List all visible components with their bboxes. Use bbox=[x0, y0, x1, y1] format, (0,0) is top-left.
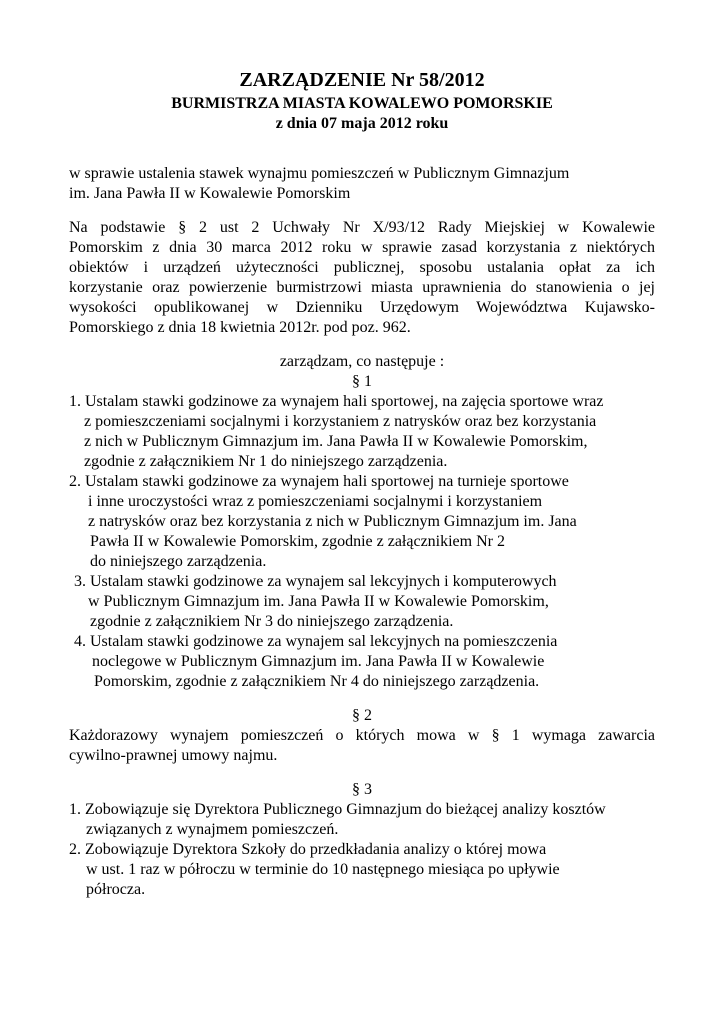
section-1-line: w Publicznym Gimnazjum im. Jana Pawła II w Kowalewie Pomorskim, bbox=[88, 593, 549, 610]
document-title: ZARZĄDZENIE Nr 58/2012 bbox=[239, 69, 485, 91]
basis-line: Pomorskiego z dnia 18 kwietnia 2012r. pod poz. 962. bbox=[69, 319, 411, 336]
section-1-line: 3. Ustalam stawki godzinowe za wynajem sal lekcyjnych i komputerowych bbox=[74, 573, 557, 590]
section-1-line: zgodnie z załącznikiem Nr 3 do niniejszego zarządzenia. bbox=[90, 613, 454, 630]
subject-line: w sprawie ustalenia stawek wynajmu pomieszczeń w Publicznym Gimnazjum bbox=[69, 165, 570, 182]
section-1-line: noclegowe w Publicznym Gimnazjum im. Jana Pawła II w Kowalewie bbox=[92, 653, 545, 670]
section-1-heading: § 1 bbox=[352, 373, 372, 390]
basis-line: Na podstawie § 2 ust 2 Uchwały Nr X/93/12 Rady Miejskiej w Kowalewie bbox=[69, 219, 655, 236]
basis-line: obiektów i urządzeń użyteczności publicznej, sposobu ustalania opłat za ich bbox=[69, 259, 655, 276]
basis-line: wysokości opublikowanej w Dzienniku Urzędowym Województwa Kujawsko- bbox=[69, 299, 655, 316]
section-1-line: Pawła II w Kowalewie Pomorskim, zgodnie z załącznikiem Nr 2 bbox=[90, 533, 505, 550]
section-1-line: Pomorskim, zgodnie z załącznikiem Nr 4 do niniejszego zarządzenia. bbox=[94, 673, 540, 690]
section-1-line: z natrysków oraz bez korzystania z nich w Publicznym Gimnazjum im. Jana bbox=[88, 513, 577, 530]
section-2-line: Każdorazowy wynajem pomieszczeń o których mowa w § 1 wymaga zawarcia bbox=[69, 727, 655, 744]
document-date: z dnia 07 maja 2012 roku bbox=[275, 115, 449, 132]
section-3-line: 1. Zobowiązuje się Dyrektora Publicznego Gimnazjum do bieżącej analizy kosztów bbox=[69, 801, 606, 818]
section-2-heading: § 2 bbox=[352, 707, 372, 724]
section-3-line: związanych z wynajmem pomieszczeń. bbox=[86, 821, 339, 838]
section-3-line: 2. Zobowiązuje Dyrektora Szkoły do przedkładania analizy o której mowa bbox=[69, 841, 547, 858]
basis-line: korzystanie oraz powierzenie burmistrzowi miasta uprawnienia do stanowienia o jej bbox=[69, 279, 655, 296]
section-1-line: do niniejszego zarządzenia. bbox=[90, 553, 267, 570]
subject-line: im. Jana Pawła II w Kowalewie Pomorskim bbox=[69, 185, 351, 202]
section-1-line: i inne uroczystości wraz z pomieszczeniami socjalnymi i korzystaniem bbox=[88, 493, 543, 510]
section-1-line: 4. Ustalam stawki godzinowe za wynajem sal lekcyjnych na pomieszczenia bbox=[74, 633, 558, 650]
document-issuer: BURMISTRZA MIASTA KOWALEWO POMORSKIE bbox=[171, 95, 553, 112]
section-2-line: cywilno-prawnej umowy najmu. bbox=[69, 747, 278, 764]
section-1-line: z pomieszczeniami socjalnymi i korzystaniem z natrysków oraz bez korzystania bbox=[84, 413, 597, 430]
basis-line: Pomorskim z dnia 30 marca 2012 roku w sprawie zasad korzystania z niektórych bbox=[69, 239, 655, 256]
section-1-line: 2. Ustalam stawki godzinowe za wynajem hali sportowej na turnieje sportowe bbox=[69, 473, 569, 490]
section-1-line: 1. Ustalam stawki godzinowe za wynajem hali sportowej, na zajęcia sportowe wraz bbox=[69, 393, 604, 410]
section-1-line: zgodnie z załącznikiem Nr 1 do niniejszego zarządzenia. bbox=[84, 453, 448, 470]
section-3-heading: § 3 bbox=[352, 781, 372, 798]
section-3-line: w ust. 1 raz w półroczu w terminie do 10 następnego miesiąca po upływie bbox=[86, 861, 560, 878]
decree-statement: zarządzam, co następuje : bbox=[279, 353, 445, 370]
section-1-line: z nich w Publicznym Gimnazjum im. Jana Pawła II w Kowalewie Pomorskim, bbox=[84, 433, 588, 450]
section-3-line: półrocza. bbox=[86, 881, 146, 898]
